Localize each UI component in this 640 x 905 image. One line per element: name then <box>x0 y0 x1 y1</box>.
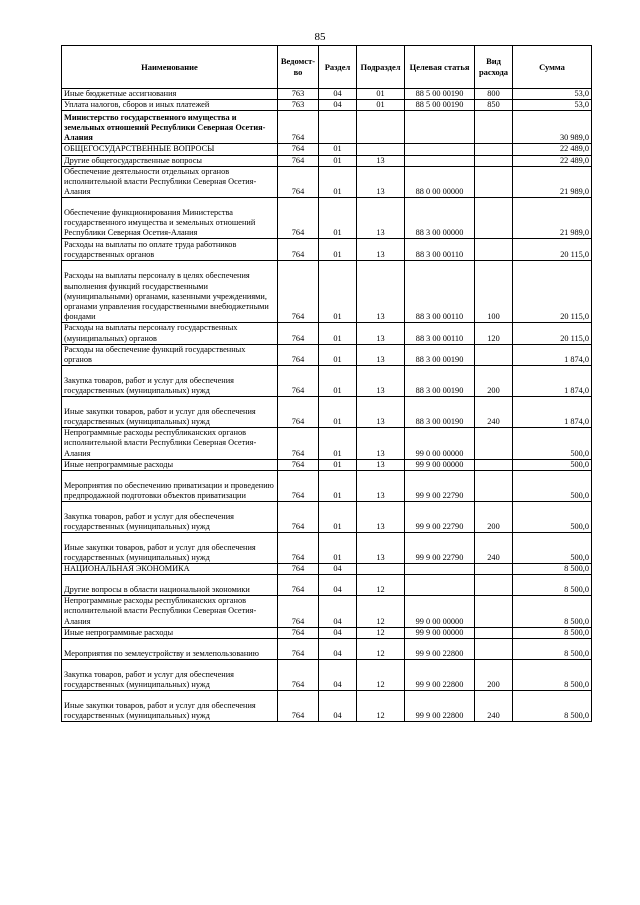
cell-subsection: 13 <box>357 459 405 470</box>
cell-name: Иные непрограммные расходы <box>62 627 278 638</box>
cell-subsection: 13 <box>357 344 405 365</box>
table-row <box>62 144 592 155</box>
cell-dept: 764 <box>278 397 319 428</box>
cell-subsection: 12 <box>357 627 405 638</box>
cell-expense-type <box>475 155 513 166</box>
cell-sum: 8 500,0 <box>513 564 592 575</box>
cell-target <box>405 111 475 144</box>
page-number: 85 <box>314 31 326 43</box>
cell-name: Обеспечение функционирования Министерства государственного имущества и земельных отношений Республики Северная Осетия-Алания <box>62 198 278 239</box>
cell-expense-type <box>475 459 513 470</box>
cell-expense-type <box>475 144 513 155</box>
table-row <box>62 155 592 166</box>
cell-expense-type <box>475 344 513 365</box>
cell-subsection: 13 <box>357 502 405 533</box>
cell-name: Иные бюджетные ассигнования <box>62 89 278 100</box>
table-row <box>62 198 592 239</box>
cell-name: Расходы на обеспечение функций государственных органов <box>62 344 278 365</box>
cell-subsection: 12 <box>357 639 405 660</box>
cell-expense-type <box>475 471 513 502</box>
table-row <box>62 344 592 365</box>
cell-dept: 764 <box>278 533 319 564</box>
cell-sum: 20 115,0 <box>513 323 592 344</box>
cell-expense-type: 200 <box>475 366 513 397</box>
cell-target: 88 3 00 00190 <box>405 344 475 365</box>
cell-expense-type <box>475 575 513 596</box>
cell-target: 99 9 00 22800 <box>405 639 475 660</box>
cell-target <box>405 575 475 596</box>
cell-dept: 764 <box>278 596 319 628</box>
cell-sum: 1 874,0 <box>513 397 592 428</box>
cell-sum: 500,0 <box>513 471 592 502</box>
table-row <box>62 575 592 596</box>
cell-dept: 764 <box>278 166 319 198</box>
cell-target: 88 0 00 00000 <box>405 166 475 198</box>
cell-section: 01 <box>319 533 357 564</box>
cell-expense-type <box>475 428 513 460</box>
cell-expense-type <box>475 239 513 261</box>
cell-expense-type: 100 <box>475 261 513 323</box>
cell-subsection <box>357 564 405 575</box>
budget-table <box>61 45 592 722</box>
cell-section: 01 <box>319 144 357 155</box>
cell-subsection <box>357 111 405 144</box>
cell-sum: 8 500,0 <box>513 639 592 660</box>
cell-section: 01 <box>319 155 357 166</box>
cell-dept: 764 <box>278 366 319 397</box>
table-row <box>62 100 592 111</box>
cell-name: НАЦИОНАЛЬНАЯ ЭКОНОМИКА <box>62 564 278 575</box>
cell-section: 04 <box>319 575 357 596</box>
cell-name: Обеспечение деятельности отдельных органов исполнительной власти Республики Северная Осетия-Алания <box>62 166 278 198</box>
cell-expense-type <box>475 111 513 144</box>
cell-sum: 8 500,0 <box>513 627 592 638</box>
table-row <box>62 111 592 144</box>
cell-expense-type: 200 <box>475 502 513 533</box>
header-name: Наименование <box>62 46 278 89</box>
table-row <box>62 660 592 691</box>
cell-expense-type: 240 <box>475 691 513 722</box>
cell-dept: 763 <box>278 89 319 100</box>
cell-sum: 1 874,0 <box>513 366 592 397</box>
table-row <box>62 627 592 638</box>
cell-sum: 20 115,0 <box>513 239 592 261</box>
cell-dept: 764 <box>278 344 319 365</box>
cell-name: Закупка товаров, работ и услуг для обеспечения государственных (муниципальных) нужд <box>62 366 278 397</box>
header-sum: Сумма <box>513 46 592 89</box>
cell-name: Иные непрограммные расходы <box>62 459 278 470</box>
cell-name: Непрограммные расходы республиканских органов исполнительной власти Республики Северная Осетия-Алания <box>62 596 278 628</box>
cell-sum: 53,0 <box>513 100 592 111</box>
cell-dept: 764 <box>278 155 319 166</box>
cell-sum: 8 500,0 <box>513 691 592 722</box>
cell-sum: 1 874,0 <box>513 344 592 365</box>
cell-target: 88 3 00 00110 <box>405 239 475 261</box>
table-row <box>62 459 592 470</box>
cell-section: 01 <box>319 239 357 261</box>
header-subsection: Подраздел <box>357 46 405 89</box>
cell-sum: 21 989,0 <box>513 166 592 198</box>
cell-subsection: 13 <box>357 261 405 323</box>
cell-subsection: 13 <box>357 155 405 166</box>
table-row <box>62 564 592 575</box>
table-row <box>62 596 592 628</box>
cell-name: Другие общегосударственные вопросы <box>62 155 278 166</box>
cell-name: Уплата налогов, сборов и иных платежей <box>62 100 278 111</box>
cell-section: 04 <box>319 627 357 638</box>
cell-section: 04 <box>319 639 357 660</box>
table-row <box>62 89 592 100</box>
cell-dept: 764 <box>278 471 319 502</box>
cell-name: Иные закупки товаров, работ и услуг для обеспечения государственных (муниципальных) нужд <box>62 533 278 564</box>
cell-dept: 764 <box>278 459 319 470</box>
cell-expense-type: 120 <box>475 323 513 344</box>
cell-expense-type <box>475 639 513 660</box>
cell-name: Непрограммные расходы республиканских органов исполнительной власти Республики Северная Осетия-Алания <box>62 428 278 460</box>
table-row <box>62 239 592 261</box>
cell-sum: 500,0 <box>513 533 592 564</box>
cell-target: 99 9 00 22790 <box>405 502 475 533</box>
cell-section: 01 <box>319 166 357 198</box>
cell-subsection: 12 <box>357 660 405 691</box>
table-row <box>62 502 592 533</box>
cell-section: 01 <box>319 366 357 397</box>
cell-name: Расходы на выплаты по оплате труда работников государственных органов <box>62 239 278 261</box>
cell-section <box>319 111 357 144</box>
cell-subsection: 13 <box>357 366 405 397</box>
cell-target: 99 0 00 00000 <box>405 596 475 628</box>
header-target: Целевая статья <box>405 46 475 89</box>
cell-subsection: 13 <box>357 166 405 198</box>
cell-name: ОБЩЕГОСУДАРСТВЕННЫЕ ВОПРОСЫ <box>62 144 278 155</box>
cell-dept: 764 <box>278 198 319 239</box>
table-body <box>62 89 592 722</box>
cell-subsection: 01 <box>357 89 405 100</box>
cell-expense-type <box>475 627 513 638</box>
cell-section: 04 <box>319 564 357 575</box>
cell-target: 99 9 00 22790 <box>405 533 475 564</box>
cell-sum: 21 989,0 <box>513 198 592 239</box>
cell-name: Закупка товаров, работ и услуг для обеспечения государственных (муниципальных) нужд <box>62 502 278 533</box>
cell-subsection: 12 <box>357 691 405 722</box>
table-row <box>62 691 592 722</box>
cell-section: 01 <box>319 471 357 502</box>
cell-name: Мероприятия по землеустройству и землепользованию <box>62 639 278 660</box>
cell-sum: 8 500,0 <box>513 596 592 628</box>
table-row <box>62 639 592 660</box>
table-row <box>62 261 592 323</box>
table-row <box>62 397 592 428</box>
cell-sum: 500,0 <box>513 502 592 533</box>
cell-section: 01 <box>319 459 357 470</box>
cell-section: 01 <box>319 344 357 365</box>
cell-target: 99 9 00 00000 <box>405 459 475 470</box>
cell-name: Иные закупки товаров, работ и услуг для обеспечения государственных (муниципальных) нужд <box>62 397 278 428</box>
cell-dept: 764 <box>278 575 319 596</box>
table-row <box>62 323 592 344</box>
cell-subsection: 13 <box>357 239 405 261</box>
cell-expense-type: 800 <box>475 89 513 100</box>
cell-sum: 22 489,0 <box>513 155 592 166</box>
cell-name: Закупка товаров, работ и услуг для обеспечения государственных (муниципальных) нужд <box>62 660 278 691</box>
cell-sum: 500,0 <box>513 459 592 470</box>
table-row <box>62 428 592 460</box>
cell-target: 88 3 00 00000 <box>405 198 475 239</box>
cell-subsection: 12 <box>357 596 405 628</box>
cell-name: Расходы на выплаты персоналу в целях обеспечения выполнения функций государственными (муниципальными) органами, казенными учреждениями, органами управления государственными внебюджетными фондами <box>62 261 278 323</box>
cell-dept: 764 <box>278 627 319 638</box>
cell-target <box>405 564 475 575</box>
header-expense-type: Вид расхода <box>475 46 513 89</box>
cell-section: 01 <box>319 198 357 239</box>
cell-dept: 764 <box>278 323 319 344</box>
header-dept: Ведомст-во <box>278 46 319 89</box>
cell-target: 88 3 00 00110 <box>405 261 475 323</box>
cell-dept: 764 <box>278 639 319 660</box>
cell-expense-type <box>475 564 513 575</box>
cell-target: 99 9 00 00000 <box>405 627 475 638</box>
cell-dept: 764 <box>278 111 319 144</box>
cell-sum: 22 489,0 <box>513 144 592 155</box>
cell-name: Другие вопросы в области национальной экономики <box>62 575 278 596</box>
cell-subsection: 13 <box>357 198 405 239</box>
cell-section: 04 <box>319 596 357 628</box>
cell-name: Иные закупки товаров, работ и услуг для обеспечения государственных (муниципальных) нужд <box>62 691 278 722</box>
cell-target: 88 3 00 00190 <box>405 397 475 428</box>
cell-section: 01 <box>319 502 357 533</box>
cell-section: 04 <box>319 100 357 111</box>
cell-section: 01 <box>319 428 357 460</box>
cell-dept: 764 <box>278 261 319 323</box>
cell-expense-type: 240 <box>475 533 513 564</box>
cell-subsection <box>357 144 405 155</box>
cell-expense-type <box>475 198 513 239</box>
cell-target: 88 3 00 00190 <box>405 366 475 397</box>
table-row <box>62 533 592 564</box>
cell-target: 88 5 00 00190 <box>405 100 475 111</box>
cell-section: 01 <box>319 323 357 344</box>
cell-dept: 764 <box>278 564 319 575</box>
cell-subsection: 12 <box>357 575 405 596</box>
cell-dept: 764 <box>278 428 319 460</box>
cell-section: 04 <box>319 691 357 722</box>
cell-subsection: 13 <box>357 428 405 460</box>
cell-name: Мероприятия по обеспечению приватизации и проведению предпродажной подготовки объектов приватизации <box>62 471 278 502</box>
cell-subsection: 13 <box>357 397 405 428</box>
cell-expense-type <box>475 166 513 198</box>
cell-subsection: 13 <box>357 323 405 344</box>
cell-name: Расходы на выплаты персоналу государственных (муниципальных) органов <box>62 323 278 344</box>
table-header-row <box>62 46 592 89</box>
cell-sum: 53,0 <box>513 89 592 100</box>
cell-dept: 764 <box>278 660 319 691</box>
cell-dept: 763 <box>278 100 319 111</box>
cell-section: 04 <box>319 660 357 691</box>
cell-dept: 764 <box>278 691 319 722</box>
cell-section: 01 <box>319 397 357 428</box>
cell-target <box>405 155 475 166</box>
cell-sum: 30 989,0 <box>513 111 592 144</box>
cell-sum: 8 500,0 <box>513 660 592 691</box>
cell-target: 99 9 00 22800 <box>405 691 475 722</box>
cell-expense-type: 240 <box>475 397 513 428</box>
cell-target: 99 9 00 22800 <box>405 660 475 691</box>
cell-dept: 764 <box>278 502 319 533</box>
cell-expense-type <box>475 596 513 628</box>
cell-sum: 20 115,0 <box>513 261 592 323</box>
table-row <box>62 366 592 397</box>
cell-target: 99 9 00 22790 <box>405 471 475 502</box>
cell-subsection: 13 <box>357 533 405 564</box>
cell-sum: 8 500,0 <box>513 575 592 596</box>
cell-sum: 500,0 <box>513 428 592 460</box>
cell-dept: 764 <box>278 239 319 261</box>
cell-section: 01 <box>319 261 357 323</box>
cell-target <box>405 144 475 155</box>
header-section: Раздел <box>319 46 357 89</box>
cell-dept: 764 <box>278 144 319 155</box>
table-row <box>62 166 592 198</box>
cell-subsection: 13 <box>357 471 405 502</box>
cell-expense-type: 850 <box>475 100 513 111</box>
cell-expense-type: 200 <box>475 660 513 691</box>
cell-name: Министерство государственного имущества и земельных отношений Республики Северная Осетия-Алания <box>62 111 278 144</box>
cell-target: 88 3 00 00110 <box>405 323 475 344</box>
table-row <box>62 471 592 502</box>
cell-subsection: 01 <box>357 100 405 111</box>
cell-target: 99 0 00 00000 <box>405 428 475 460</box>
cell-section: 04 <box>319 89 357 100</box>
cell-target: 88 5 00 00190 <box>405 89 475 100</box>
